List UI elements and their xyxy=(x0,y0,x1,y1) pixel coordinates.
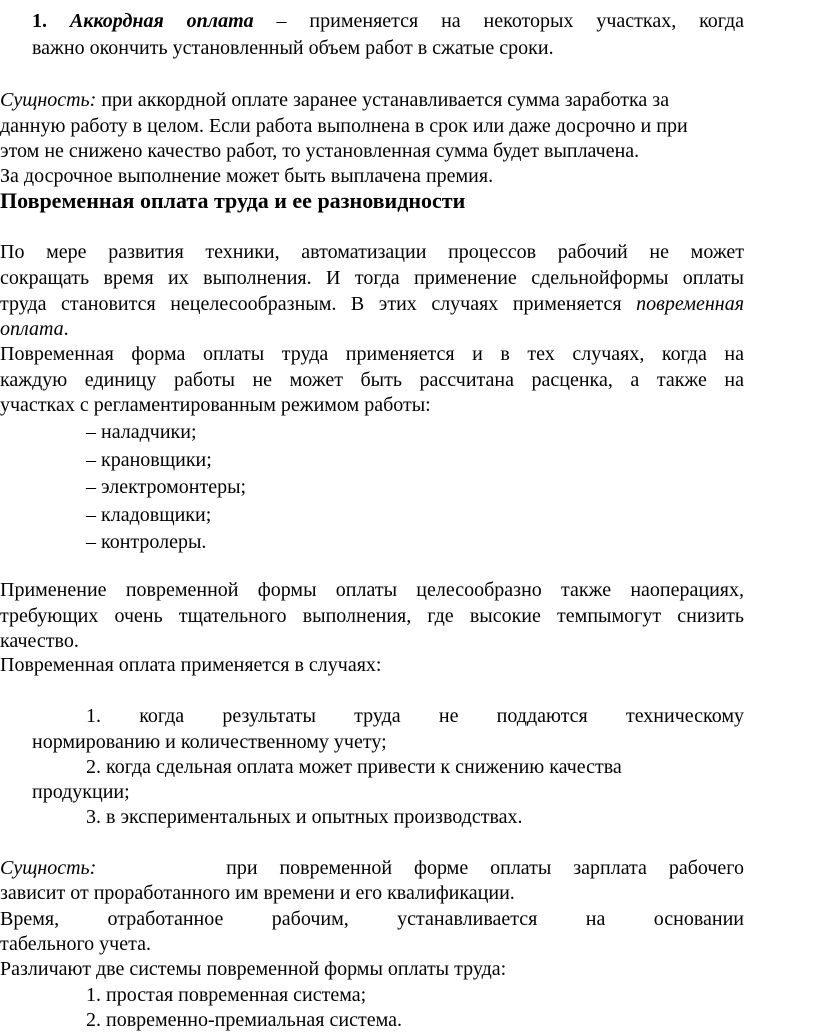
list-item: – контролеры. xyxy=(86,531,207,553)
para2-line3: участках с регламентированным режимом работы: xyxy=(0,394,431,416)
para2-line1: Повременная форма оплаты труда применяется и в тех случаях, когда на xyxy=(0,343,744,365)
section1-line1: 1. Аккордная оплата – применяется на некоторых участках, когда xyxy=(32,10,745,32)
list-item: – кладовщики; xyxy=(86,504,212,526)
essence1-line4: За досрочное выполнение может быть выплачена премия. xyxy=(0,165,494,187)
para3-line1: Применение повременной формы оплаты целесообразно также наоперациях, xyxy=(0,579,744,601)
cases-intro: Повременная оплата применяется в случаях: xyxy=(0,654,382,676)
essence1-label: Сущность: xyxy=(0,89,97,111)
section1-term: Аккордная оплата xyxy=(69,10,254,32)
list-item: – крановщики; xyxy=(86,449,212,471)
para1-line4: оплата. xyxy=(0,318,69,340)
para3-line2: требующих очень тщательного выполнения, где высокие темпымогут снизить xyxy=(0,605,744,627)
systems-intro: Различают две системы повременной формы оплаты труда: xyxy=(0,958,507,980)
section-heading: Повременная оплата труда и ее разновидности xyxy=(0,188,466,213)
case-1-line2: нормированию и количественному учету; xyxy=(32,731,387,753)
section1-number: 1. xyxy=(32,10,47,32)
case-2-line2: продукции; xyxy=(32,781,130,803)
list-item: 2. повременно-премиальная система. xyxy=(86,1009,402,1031)
para2-line2: каждую единицу работы не может быть рассчитана расценка, а также на xyxy=(0,369,744,391)
section1-line2: важно окончить установленный объем работ в сжатые сроки. xyxy=(32,37,554,59)
essence2-label: Сущность: xyxy=(0,857,97,879)
para1-line3: труда становится нецелесообразным. В этих случаях применяется повременная xyxy=(0,293,744,315)
essence1-line2: данную работу в целом. Если работа выполнена в срок или даже досрочно и при xyxy=(0,115,688,137)
essence1-line1: Сущность: при аккордной оплате заранее устанавливается сумма заработка за xyxy=(0,89,670,111)
time-line1: Время, отработанное рабочим, устанавливается на основании xyxy=(0,908,744,930)
para1-term: повременная xyxy=(636,293,744,315)
essence1-line3: этом не снижено качество работ, то установленная сумма будет выплачена. xyxy=(0,140,640,162)
time-line2: табельного учета. xyxy=(0,933,151,955)
para1-line1: По мере развития техники, автоматизации процессов рабочий не может xyxy=(0,241,744,263)
essence2-line2: зависит от проработанного им времени и его квалификации. xyxy=(0,882,515,904)
list-item: 1. простая повременная система; xyxy=(86,984,367,1006)
case-2-line1: 2. когда сдельная оплата может привести к снижению качества xyxy=(86,756,622,778)
case-3-line1: 3. в экспериментальных и опытных производствах. xyxy=(86,806,523,828)
para3-line3: качество. xyxy=(0,630,79,652)
case-1-line1: 1. когда результаты труда не поддаются техническому xyxy=(86,705,744,727)
para1-line2: сокращать время их выполнения. И тогда применение сдельнойформы оплаты xyxy=(0,267,744,289)
essence2-line1: Сущность: при повременной форме оплаты зарплата рабочего xyxy=(0,857,745,879)
list-item: – электромонтеры; xyxy=(86,476,247,498)
list-item: – наладчики; xyxy=(86,421,197,443)
